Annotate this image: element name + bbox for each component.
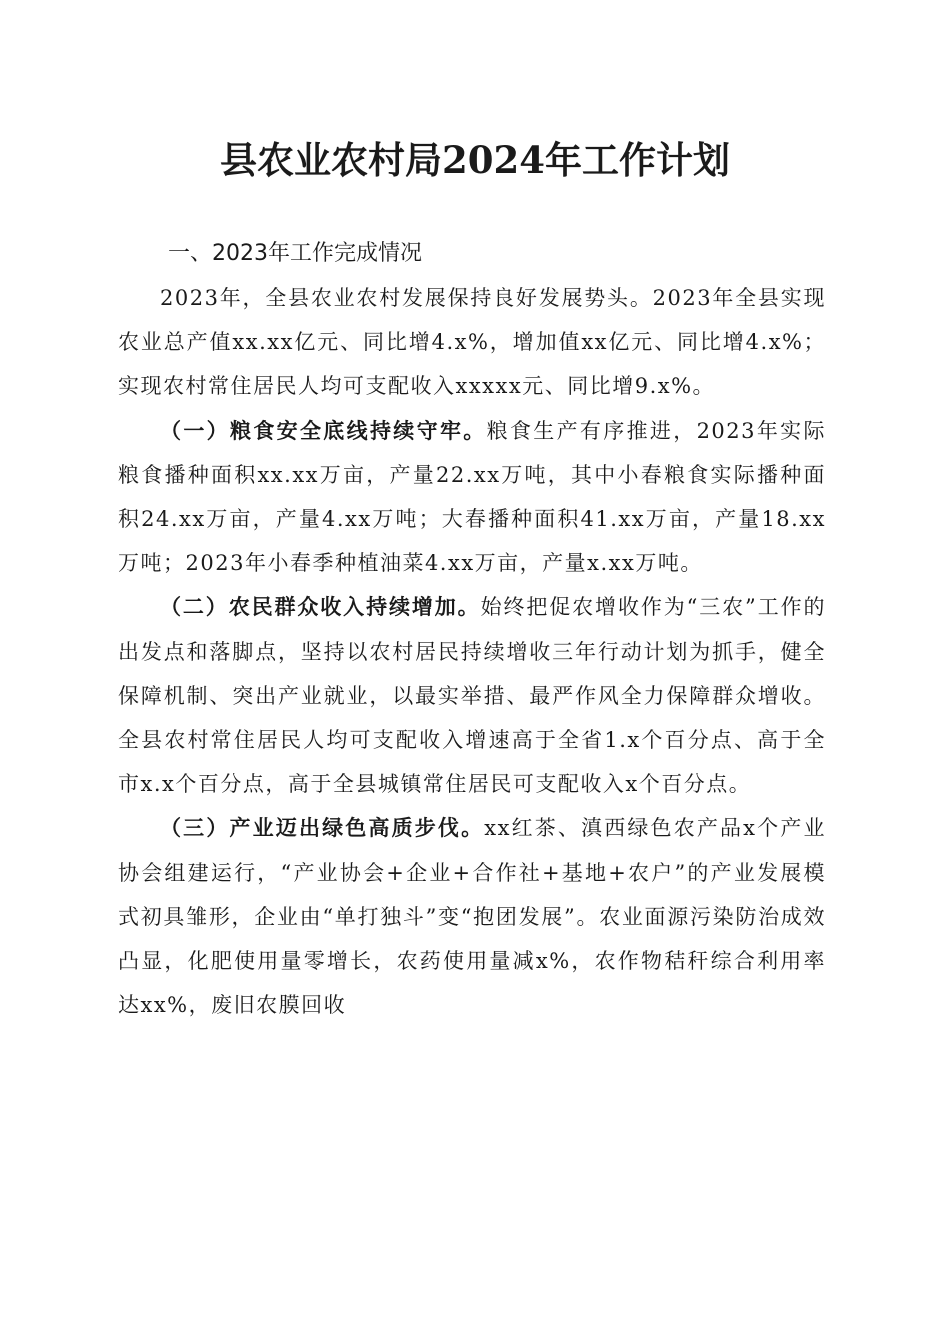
paragraph-farmer-income xyxy=(118,585,826,806)
paragraph-green-industry xyxy=(118,806,826,1027)
intro-paragraph: 2023年，全县农业农村发展保持良好发展势头。2023年全县实现农业总产值xx.xx亿元、同比增4.x%，增加值xx亿元、同比增4.x%；实现农村常住居民人均可支配收入xxxxx元、同比增9.x%。 xyxy=(118,286,826,399)
document-title: 县农业农村局2024年工作计划 xyxy=(220,138,730,182)
section-heading: 一、2023年工作完成情况 xyxy=(168,241,422,266)
paragraph-grain-security xyxy=(118,409,826,586)
paragraph-text: xx红茶、滇西绿色农产品x个产业协会组建运行，“产业协会+企业+合作社+基地+农户”的产业发展模式初具雏形，企业由“单打独斗”变“抱团发展”。农业面源污染防治成效凸显，化肥使用量零增长，农药使用量减x%，农作物秸秆综合利用率达xx%，废旧农膜回收 xyxy=(118,816,826,1018)
paragraph-text: 粮食生产有序推进，2023年实际粮食播种面积xx.xx万亩，产量22.xx万吨，其中小春粮食实际播种面积24.xx万亩，产量4.xx万吨；大春播种面积41.xx万亩，产量18.xx万吨；2023年小春季种植油菜4.xx万亩，产量x.xx万吨。 xyxy=(118,418,826,576)
paragraph-text: 始终把促农增收作为“三农”工作的出发点和落脚点，坚持以农村居民持续增收三年行动计划为抓手，健全保障机制、突出产业就业，以最实举措、最严作风全力保障群众增收。全县农村常住居民人均可支配收入增速高于全省1.x个百分点、高于全市x.x个百分点，高于全县城镇常住居民可支配收入x个百分点。 xyxy=(118,595,826,797)
paragraph-lead: （二）农民群众收入持续增加。 xyxy=(160,594,481,620)
paragraph-lead: （三）产业迈出绿色高质步伐。 xyxy=(160,815,485,841)
paragraph-lead: （一）粮食安全底线持续守牢。 xyxy=(160,417,487,443)
document-body xyxy=(118,232,826,1027)
